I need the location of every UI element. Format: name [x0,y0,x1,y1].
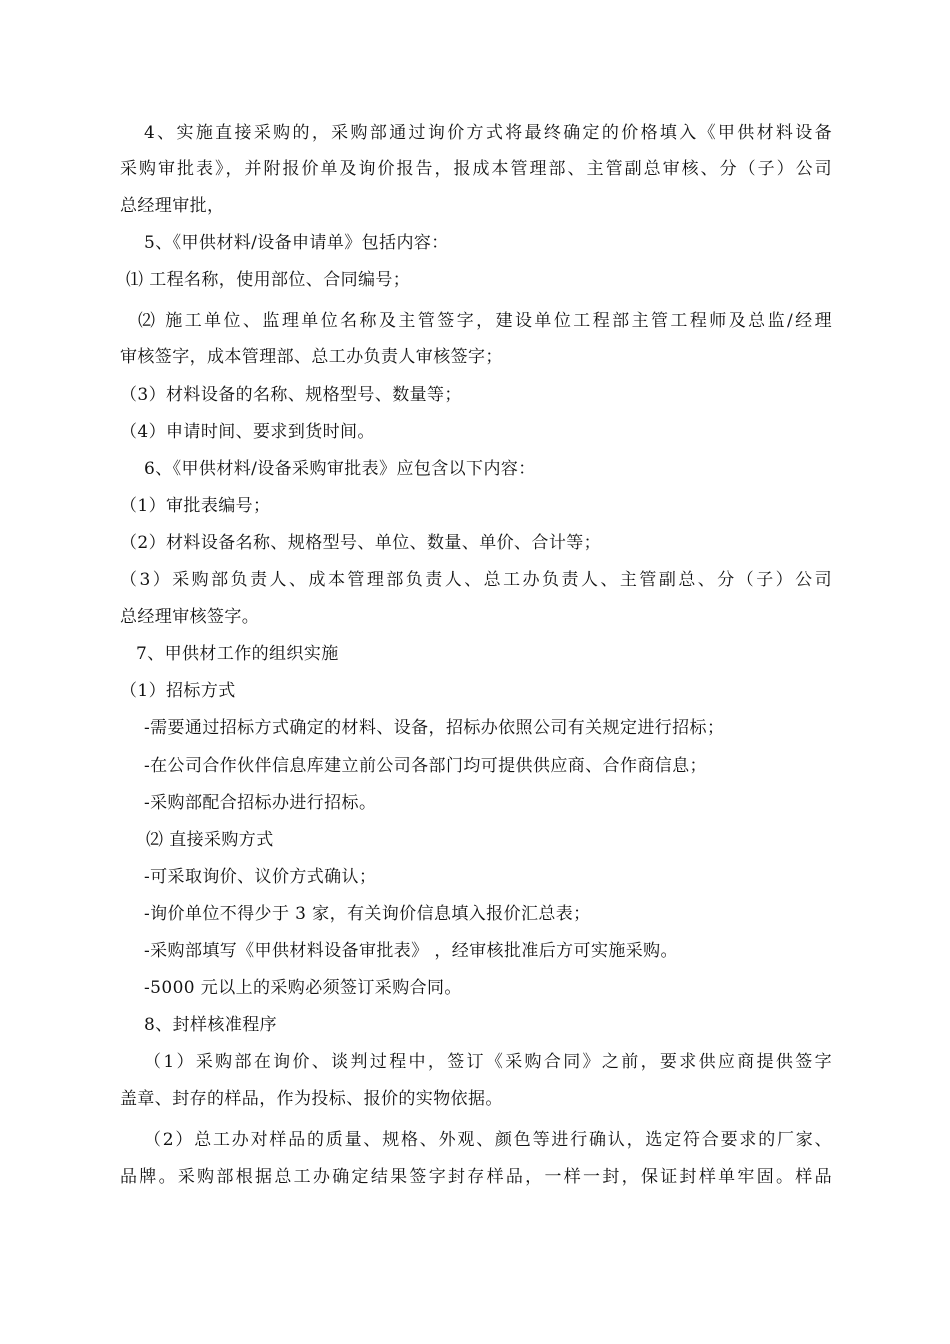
paragraph-line: -询价单位不得少于 3 家，有关询价信息填入报价汇总表； [144,904,591,924]
paragraph-line: -可采取询价、议价方式确认； [144,867,377,887]
paragraph-line: （2）材料设备名称、规格型号、单位、数量、单价、合计等； [120,533,602,553]
paragraph-line: （3）材料设备的名称、规格型号、数量等； [120,385,462,405]
paragraph-line: 8、封样核准程序 [144,1015,278,1035]
paragraph-line: （1）招标方式 [120,681,236,701]
paragraph-line: （2）总工办对样品的质量、规格、外观、颜色等进行确认，选定符合要求的厂家、 [144,1130,832,1150]
paragraph-line: -采购部配合招标办进行招标。 [144,793,377,813]
paragraph-line: 5、《甲供材料/设备申请单》包括内容： [144,233,449,253]
paragraph-line: （3）采购部负责人、成本管理部负责人、总工办负责人、主管副总、分（子）公司 [120,570,832,590]
paragraph-line: 采购审批表》，并附报价单及询价报告，报成本管理部、主管副总审核、分（子）公司 [120,159,832,179]
paragraph-line: 7、甲供材工作的组织实施 [136,644,339,664]
paragraph-line: 盖章、封存的样品，作为投标、报价的实物依据。 [120,1089,503,1109]
paragraph-line: 6、《甲供材料/设备采购审批表》应包含以下内容： [144,459,536,479]
paragraph-line: （1）审批表编号； [120,496,271,516]
paragraph-line: 总经理审批， [120,196,225,216]
paragraph-line: 总经理审核签字。 [120,607,260,627]
paragraph-line: 品牌。采购部根据总工办确定结果签字封存样品，一样一封，保证封样单牢固。样品 [120,1167,832,1187]
paragraph-line: ⑵ 施工单位、监理单位名称及主管签字，建设单位工程部主管工程师及总监/经理 [138,311,832,331]
paragraph-line: -需要通过招标方式确定的材料、设备，招标办依照公司有关规定进行招标； [144,718,725,738]
paragraph-line: 审核签字，成本管理部、总工办负责人审核签字； [120,347,503,367]
paragraph-line: ⑵ 直接采购方式 [146,830,274,850]
paragraph-line: （4）申请时间、要求到货时间。 [120,422,375,442]
paragraph-line: -5000 元以上的采购必须签订采购合同。 [144,978,462,998]
paragraph-line: -在公司合作伙伴信息库建立前公司各部门均可提供供应商、合作商信息； [144,756,707,776]
paragraph-line: 4、实施直接采购的，采购部通过询价方式将最终确定的价格填入《甲供材料设备 [144,123,832,143]
paragraph-line: ⑴ 工程名称，使用部位、合同编号； [126,270,411,290]
paragraph-line: （1）采购部在询价、谈判过程中，签订《采购合同》之前，要求供应商提供签字 [144,1052,832,1072]
paragraph-line: -采购部填写《甲供材料设备审批表》 ，经审核批准后方可实施采购。 [144,941,678,961]
